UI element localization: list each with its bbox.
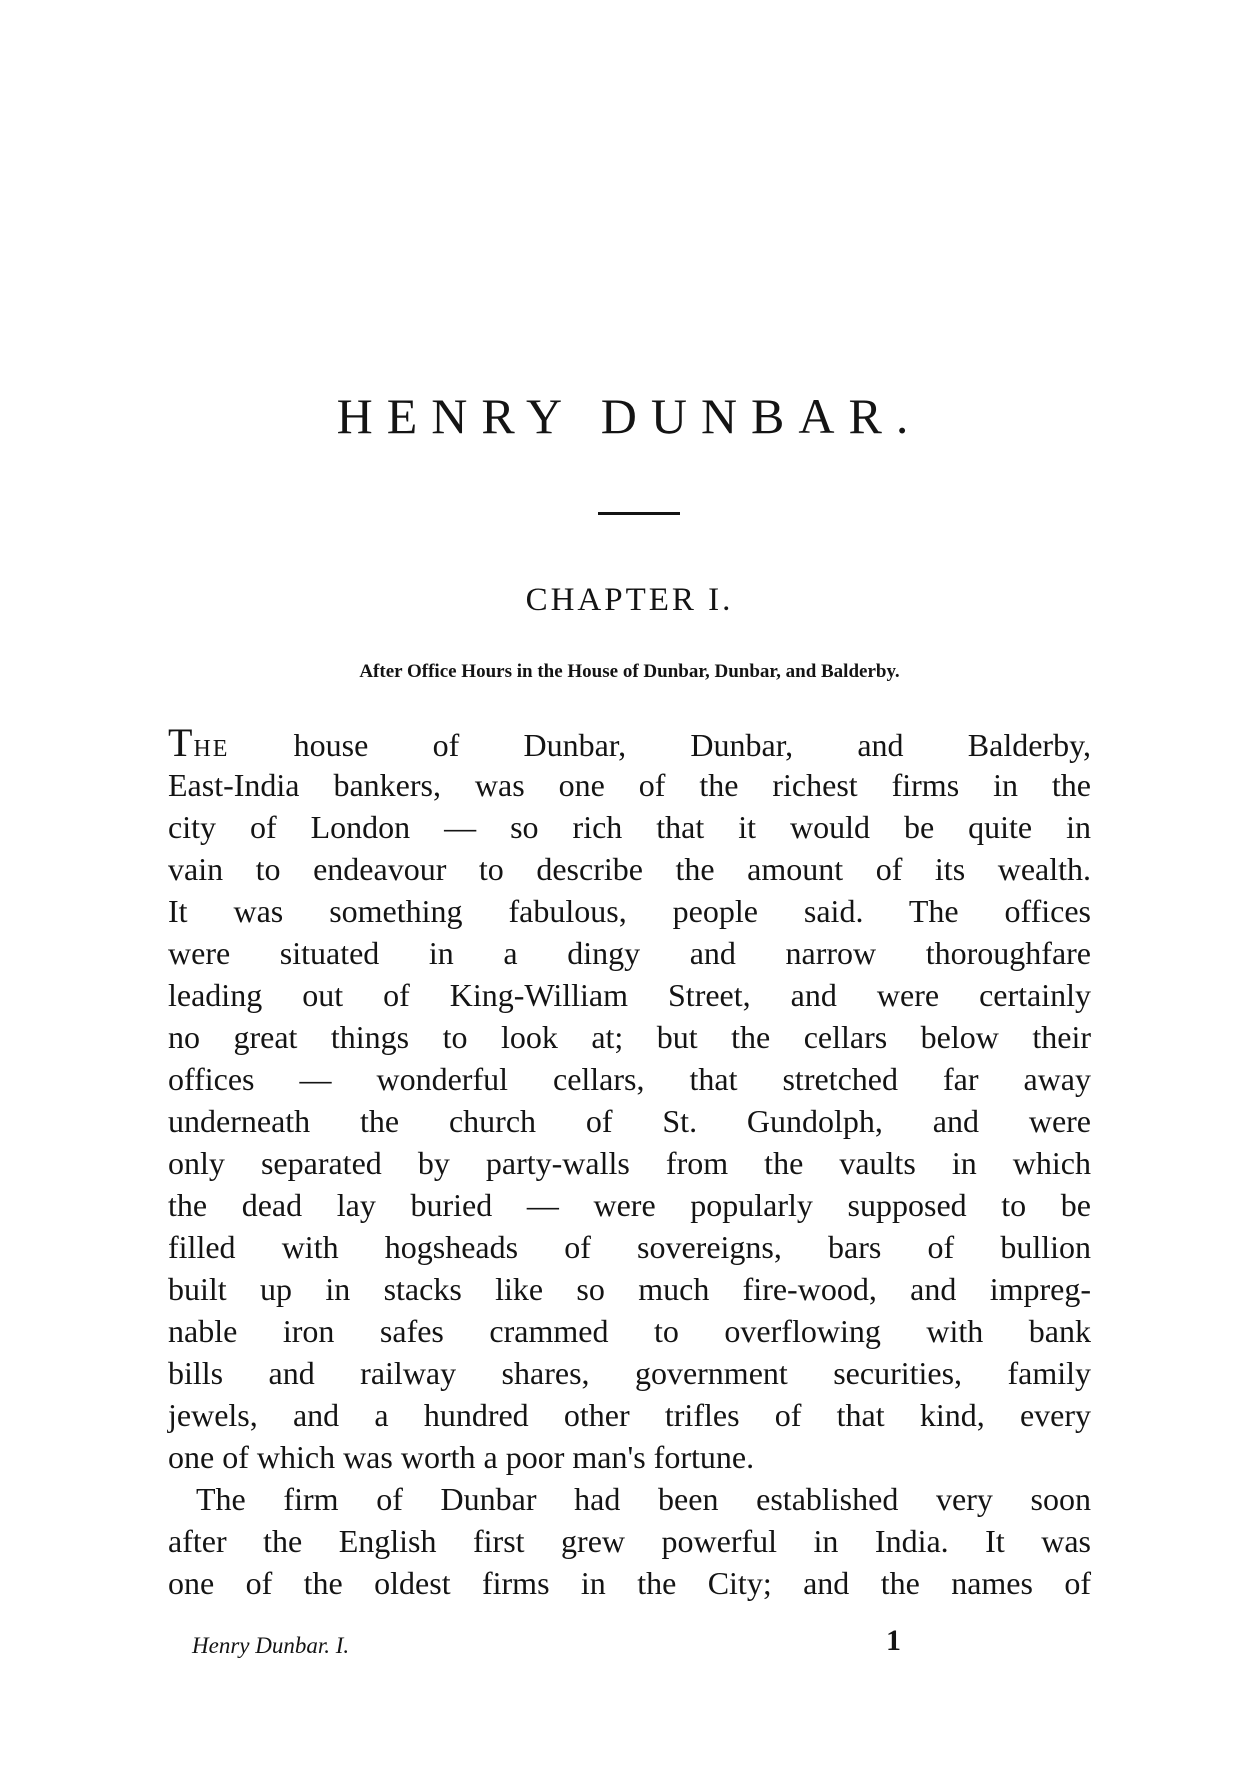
first-line-rest: house of Dunbar, Dunbar, and Balderby, [229, 727, 1091, 763]
text-line: East-India bankers, was one of the richest firms in the [168, 767, 1091, 803]
small-caps: HE [193, 736, 230, 762]
text-line: The firm of Dunbar had been established very soon [196, 1481, 1091, 1517]
text-line: one of the oldest firms in the City; and the names of [168, 1565, 1091, 1601]
page-number: 1 [886, 1624, 901, 1657]
text-line: nable iron safes crammed to overflowing with bank [168, 1313, 1091, 1349]
text-line: underneath the church of St. Gundolph, and were [168, 1103, 1091, 1139]
text-line: It was something fabulous, people said. The offices [168, 893, 1091, 929]
drop-cap: T [168, 720, 194, 765]
text-line: filled with hogsheads of sovereigns, bars of bullion [168, 1229, 1091, 1265]
text-line: city of London — so rich that it would be quite in [168, 809, 1091, 845]
text-line: only separated by party-walls from the vaults in which [168, 1145, 1091, 1181]
signature-mark: Henry Dunbar. I. [192, 1633, 350, 1658]
text-line: were situated in a dingy and narrow thoroughfare [168, 935, 1091, 971]
text-line: no great things to look at; but the cellars below their [168, 1019, 1091, 1055]
text-line: the dead lay buried — were popularly supposed to be [168, 1187, 1091, 1223]
text-line: vain to endeavour to describe the amount of its wealth. [168, 851, 1091, 887]
body-text [168, 722, 1091, 1604]
text-line: jewels, and a hundred other trifles of that kind, every [168, 1397, 1091, 1433]
text-line: built up in stacks like so much fire-wood, and impreg- [168, 1271, 1091, 1307]
text-line-1 [168, 722, 1091, 764]
book-title: HENRY DUNBAR. [336, 388, 923, 444]
text-line: offices — wonderful cellars, that stretched far away [168, 1061, 1091, 1097]
chapter-heading: CHAPTER I. [525, 582, 734, 618]
text-line: leading out of King-William Street, and were certainly [168, 977, 1091, 1013]
text-line: after the English first grew powerful in India. It was [168, 1523, 1091, 1559]
chapter-subtitle: After Office Hours in the House of Dunbar, Dunbar, and Balderby. [359, 661, 900, 682]
text-line: bills and railway shares, government securities, family [168, 1355, 1091, 1391]
title-divider-rule [598, 512, 680, 515]
text-line: one of which was worth a poor man's fortune. [168, 1439, 755, 1475]
